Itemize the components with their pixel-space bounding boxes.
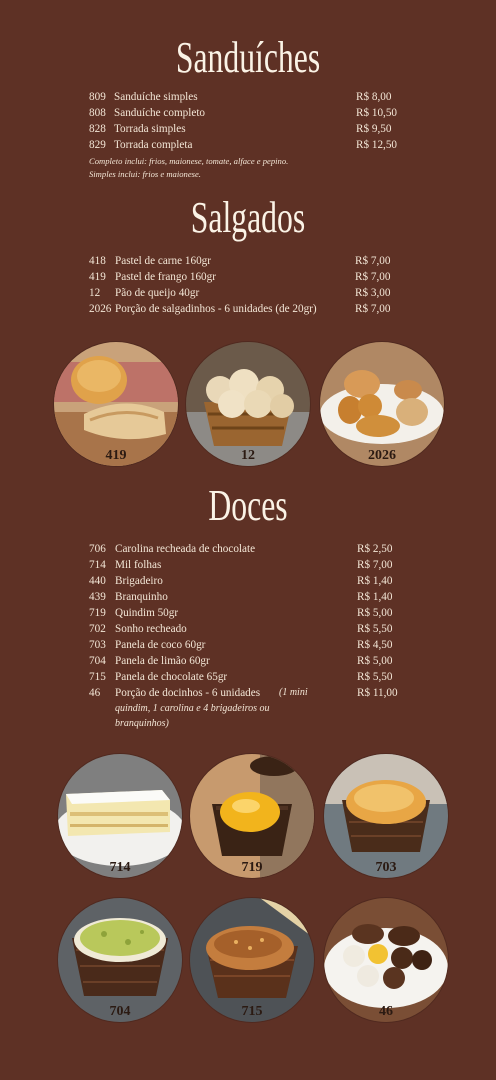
item-code: 704 <box>89 655 106 667</box>
docinhos-photo <box>324 898 448 1022</box>
item-price: R$ 5,00 <box>357 607 393 619</box>
item-price: R$ 1,40 <box>357 575 393 587</box>
item-name: Pastel de carne 160gr <box>115 255 211 267</box>
doces-title: Doces <box>208 481 288 530</box>
mil-folhas-photo <box>58 754 182 878</box>
item-name: Sonho recheado <box>115 623 187 635</box>
item-name: Torrada simples <box>114 123 186 135</box>
item-price: R$ 7,00 <box>355 303 391 315</box>
photo-label: 2026 <box>368 448 396 463</box>
item-price: R$ 3,00 <box>355 287 391 299</box>
item-name: Panela de limão 60gr <box>115 655 210 667</box>
panela-chocolate-photo <box>190 898 314 1022</box>
photo-label: 419 <box>105 448 127 463</box>
item-code: 419 <box>89 271 106 283</box>
item-code: 706 <box>89 543 106 555</box>
item-name: Quindim 50gr <box>115 607 179 619</box>
item-code: 829 <box>89 139 106 151</box>
item-code: 808 <box>89 107 106 119</box>
item-price: R$ 11,00 <box>357 687 398 699</box>
item-name: Torrada completa <box>114 139 193 151</box>
item-code: 440 <box>89 575 106 587</box>
item-detail: branquinhos) <box>115 718 169 729</box>
sanduiches-title: Sanduíches <box>175 33 321 82</box>
photo-label: 715 <box>241 1004 263 1019</box>
item-name: Carolina recheada de chocolate <box>115 543 256 555</box>
item-price: R$ 5,50 <box>357 671 393 683</box>
item-price: R$ 9,50 <box>356 123 392 135</box>
item-code: 12 <box>89 287 101 299</box>
item-price: R$ 10,50 <box>356 107 398 119</box>
item-price: R$ 7,00 <box>355 271 391 283</box>
pastel-photo <box>54 342 178 466</box>
quindim-photo <box>190 754 314 878</box>
item-name: Panela de chocolate 65gr <box>115 671 228 683</box>
item-name: Porção de docinhos - 6 unidades <box>115 687 261 699</box>
item-name: Mil folhas <box>115 559 162 571</box>
item-code: 714 <box>89 559 106 571</box>
item-name: Branquinho <box>115 591 168 603</box>
item-name: Brigadeiro <box>115 575 163 587</box>
panela-coco-photo <box>324 754 448 878</box>
item-name: Sanduíche simples <box>114 91 198 103</box>
item-price: R$ 4,50 <box>357 639 393 651</box>
item-name: Sanduíche completo <box>114 107 206 119</box>
item-name: Pão de queijo 40gr <box>115 287 200 299</box>
item-price: R$ 2,50 <box>357 543 393 555</box>
photo-label: 714 <box>109 860 131 875</box>
photo-label: 719 <box>241 860 263 875</box>
item-price: R$ 7,00 <box>355 255 391 267</box>
photo-label: 46 <box>379 1004 393 1019</box>
item-code: 809 <box>89 91 106 103</box>
sanduiches-note: Simples inclui: frios e maionese. <box>89 169 201 179</box>
item-code: 715 <box>89 671 106 683</box>
item-code: 439 <box>89 591 106 603</box>
item-code: 703 <box>89 639 106 651</box>
item-detail: quindim, 1 carolina e 4 brigadeiros ou <box>115 703 270 714</box>
item-code: 719 <box>89 607 106 619</box>
item-code: 2026 <box>89 303 112 315</box>
item-code: 46 <box>89 687 101 699</box>
sanduiches-note: Completo inclui: frios, maionese, tomate, alface e pepino. <box>89 156 289 166</box>
item-price: R$ 8,00 <box>356 91 392 103</box>
photo-label: 703 <box>375 860 397 875</box>
item-name: Panela de coco 60gr <box>115 639 206 651</box>
item-price: R$ 7,00 <box>357 559 393 571</box>
item-code: 418 <box>89 255 106 267</box>
salgadinhos-photo <box>320 342 444 466</box>
photo-label: 704 <box>109 1004 131 1019</box>
item-price: R$ 5,00 <box>357 655 393 667</box>
item-detail: (1 mini <box>279 687 308 698</box>
item-code: 828 <box>89 123 106 135</box>
panela-limao-photo <box>58 898 182 1022</box>
item-name: Porção de salgadinhos - 6 unidades (de 20gr) <box>115 303 317 315</box>
pao-de-queijo-photo <box>186 342 310 466</box>
salgados-title: Salgados <box>190 193 306 242</box>
item-price: R$ 1,40 <box>357 591 393 603</box>
item-code: 702 <box>89 623 106 635</box>
photo-label: 12 <box>241 448 255 463</box>
item-name: Pastel de frango 160gr <box>115 271 216 283</box>
item-price: R$ 5,50 <box>357 623 393 635</box>
item-price: R$ 12,50 <box>356 139 398 151</box>
